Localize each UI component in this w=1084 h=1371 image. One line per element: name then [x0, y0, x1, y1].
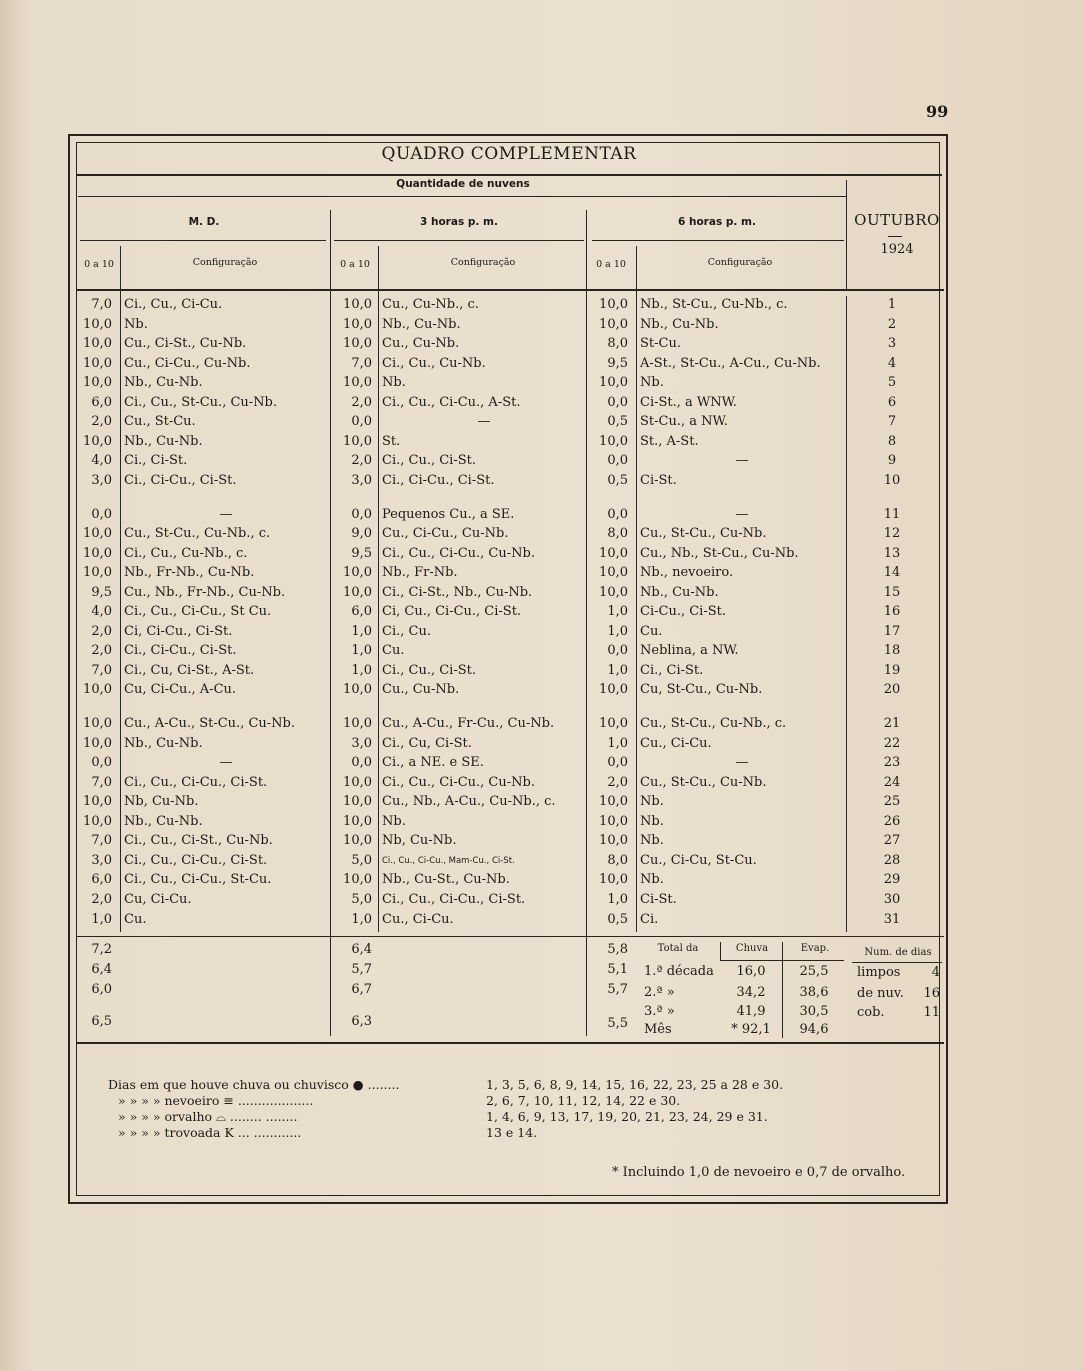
period-label: Mês: [644, 1022, 672, 1037]
md-value: 4,0: [91, 604, 112, 620]
h6-value: 10,0: [599, 794, 628, 810]
md-config: Nb., Cu-Nb.: [124, 813, 203, 829]
md-config: Nb., Cu-Nb.: [124, 433, 203, 449]
h6-config: Ci-Cu., Ci-St.: [640, 604, 726, 620]
h6-value: 0,5: [607, 911, 628, 927]
evap-value: 30,5: [799, 1004, 829, 1019]
h6-config: Nb.: [640, 813, 664, 829]
h3-value: 2,0: [351, 453, 372, 469]
md-value: 7,0: [91, 297, 112, 312]
dias-count: 16: [923, 986, 940, 1001]
chuva-label: Chuva: [735, 943, 769, 954]
h3-value: 10,0: [343, 565, 372, 581]
h6-value: 10,0: [599, 316, 628, 332]
h6-config: Ci-St.: [640, 891, 677, 907]
h6-value: 8,0: [607, 852, 628, 868]
h6-value: 1,0: [607, 662, 628, 678]
day-number: 25: [883, 794, 901, 810]
h6-config: Ci., Ci-St.: [640, 662, 704, 678]
md-config: Nb., Cu-Nb.: [124, 375, 203, 391]
h6-config: St-Cu., a NW.: [640, 414, 728, 430]
h6-value: 8,0: [607, 526, 628, 542]
md-config: Ci, Ci-Cu., Ci-St.: [124, 623, 233, 639]
h3-config: Ci., Cu., Ci-Cu., Cu-Nb.: [382, 545, 535, 561]
h3-config: Ci., Ci-Cu., Ci-St.: [382, 472, 495, 488]
h3-config: Ci., Cu., Cu-Nb.: [382, 355, 486, 371]
h6-config: Cu., Nb., St-Cu., Cu-Nb.: [640, 545, 799, 561]
day-number: 15: [883, 584, 901, 600]
day-number: 22: [883, 735, 901, 751]
h6-config: Cu., St-Cu., Cu-Nb., c.: [640, 716, 787, 731]
h3-value: 0,0: [351, 506, 372, 522]
h3-config: Ci., a NE. e SE.: [382, 755, 484, 771]
md-config: Ci., Cu., Ci-Cu.: [124, 297, 223, 312]
h3-config: Nb., Fr-Nb.: [382, 565, 458, 581]
evap-value: 38,6: [799, 985, 829, 1000]
h6-value: 0,5: [607, 414, 628, 430]
md-value: 10,0: [83, 813, 112, 829]
dias-type: limpos: [857, 965, 901, 980]
md-config: —: [219, 755, 233, 771]
h6-header: 6 horas p. m.: [678, 216, 756, 228]
md-value: 7,0: [91, 833, 112, 849]
md-config: Cu., Ci-Cu., Cu-Nb.: [124, 355, 251, 371]
h3-header: 3 horas p. m.: [420, 216, 498, 228]
h3-value: 10,0: [343, 813, 372, 829]
h6-value: 1,0: [607, 604, 628, 620]
day-number: 30: [883, 891, 901, 907]
md-config: Ci., Ci-Cu., Ci-St.: [124, 643, 237, 659]
chuva-value: 34,2: [736, 985, 766, 1000]
h3-value: 9,5: [351, 545, 372, 561]
md-config: Ci., Cu., Ci-Cu., Ci-St.: [124, 852, 268, 868]
h3-config: Pequenos Cu., a SE.: [382, 506, 515, 522]
h6-config: Cu., Ci-Cu.: [640, 735, 712, 751]
md-config: Ci., Cu., Ci-Cu., Ci-St.: [124, 774, 268, 790]
h3-config: Ci., Ci-St., Nb., Cu-Nb.: [382, 584, 533, 600]
md-config: Cu., Ci-St., Cu-Nb.: [124, 336, 247, 352]
h6-value: 1,0: [607, 623, 628, 639]
h6-config: Nb.: [640, 794, 664, 810]
h3-config: Cu., A-Cu., Fr-Cu., Cu-Nb.: [382, 716, 555, 731]
day-number: 23: [883, 755, 901, 771]
h3-config: Ci., Cu., Ci-Cu., Cu-Nb.: [382, 774, 535, 790]
md-value: 2,0: [91, 414, 112, 430]
period-label: 1.ª década: [644, 964, 714, 979]
day-number: 1: [887, 297, 897, 312]
h3-value: 10,0: [343, 584, 372, 600]
dias-type: cob.: [857, 1005, 885, 1020]
chuva-value: 16,0: [736, 964, 766, 979]
md-value: 10,0: [83, 336, 112, 352]
day-number: 24: [883, 774, 901, 790]
md-value: 6,0: [91, 872, 112, 888]
footer-label: » » » » orvalho ⌓ ........ ........: [118, 1109, 298, 1124]
h3-config: Ci, Cu., Ci-Cu., Ci-St.: [382, 604, 522, 620]
md-config: Ci., Cu., Cu-Nb., c.: [124, 545, 248, 561]
day-number: 31: [883, 911, 901, 927]
md-config: Cu, Ci-Cu.: [124, 891, 192, 907]
day-number: 10: [883, 472, 901, 488]
day-number: 29: [883, 872, 901, 888]
h3-config: Ci., Cu., Ci-St.: [382, 453, 476, 469]
h3-config: Cu.: [382, 643, 405, 659]
md-config: Ci., Cu., Ci-Cu., St-Cu.: [124, 872, 272, 888]
h3-average: 6,4: [351, 942, 372, 957]
md-config: Cu.: [124, 911, 147, 927]
h6-average: 5,5: [607, 1016, 628, 1031]
day-number: 7: [887, 414, 897, 430]
day-number: 6: [887, 394, 897, 410]
h3-config: Nb., Cu-Nb.: [382, 316, 461, 332]
md-value: 1,0: [91, 911, 112, 927]
day-number: 2: [887, 316, 897, 332]
h3-value: 10,0: [343, 336, 372, 352]
h3-value: 10,0: [343, 375, 372, 391]
md-value: 10,0: [83, 716, 112, 731]
h3-value: 0,0: [351, 755, 372, 771]
h3-config: Nb.: [382, 813, 406, 829]
h6-config: Ci-St.: [640, 472, 677, 488]
h6-value: 10,0: [599, 682, 628, 698]
h3-value: 1,0: [351, 643, 372, 659]
footer-value: 13 e 14.: [486, 1125, 538, 1140]
dias-type: de nuv.: [857, 986, 904, 1001]
md-config: Ci., Cu., St-Cu., Cu-Nb.: [124, 394, 277, 410]
md-config: Cu., St-Cu., Cu-Nb., c.: [124, 526, 271, 542]
h6-value: 10,0: [599, 565, 628, 581]
h6-value: 0,0: [607, 755, 628, 771]
month-label: OUTUBRO: [854, 211, 940, 229]
h3-config: Nb., Cu-St., Cu-Nb.: [382, 872, 510, 888]
h3-value: 10,0: [343, 794, 372, 810]
group-header: Quantidade de nuvens: [396, 178, 530, 190]
h3-value: 10,0: [343, 316, 372, 332]
md-scale-header: 0 a 10: [84, 259, 114, 270]
h6-value: 0,0: [607, 643, 628, 659]
year-label: 1924: [880, 242, 914, 257]
page-title: QUADRO COMPLEMENTAR: [76, 140, 942, 176]
md-value: 10,0: [83, 794, 112, 810]
md-config: Cu., A-Cu., St-Cu., Cu-Nb.: [124, 716, 295, 731]
h6-config: Cu., St-Cu., Cu-Nb.: [640, 774, 767, 790]
h3-value: 2,0: [351, 394, 372, 410]
h3-value: 10,0: [343, 833, 372, 849]
h3-value: 3,0: [351, 735, 372, 751]
h6-value: 10,0: [599, 813, 628, 829]
h6-config: Cu.: [640, 623, 663, 639]
h6-config: Nb., Cu-Nb.: [640, 584, 719, 600]
dias-count: 11: [923, 1005, 940, 1020]
h6-value: 0,5: [607, 472, 628, 488]
md-value: 2,0: [91, 891, 112, 907]
h6-value: 10,0: [599, 872, 628, 888]
md-value: 7,0: [91, 774, 112, 790]
dias-count: 4: [931, 965, 940, 980]
h3-value: 5,0: [351, 891, 372, 907]
footer-label: » » » » nevoeiro ≡ ...................: [118, 1093, 314, 1108]
h3-value: 10,0: [343, 872, 372, 888]
md-config: Nb.: [124, 316, 148, 332]
h6-value: 9,5: [607, 355, 628, 371]
md-value: 9,5: [91, 584, 112, 600]
footnote: * Incluindo 1,0 de nevoeiro e 0,7 de orvalho.: [612, 1165, 906, 1180]
h3-value: 1,0: [351, 911, 372, 927]
day-number: 12: [883, 526, 901, 542]
h3-config: Ci., Cu., Ci-Cu., A-St.: [382, 394, 521, 410]
md-average: 6,4: [91, 962, 112, 977]
h3-value: 5,0: [351, 852, 372, 868]
h6-value: 10,0: [599, 584, 628, 600]
h3-config: Cu., Ci-Cu., Cu-Nb.: [382, 526, 509, 542]
md-value: 10,0: [83, 545, 112, 561]
h6-config: —: [735, 506, 749, 522]
h6-value: 8,0: [607, 336, 628, 352]
md-config: Ci., Ci-St.: [124, 453, 188, 469]
h3-config: Ci., Cu., Ci-St.: [382, 662, 476, 678]
h3-config: Ci., Cu., Ci-Cu., Ci-St.: [382, 891, 526, 907]
h3-config: Nb.: [382, 375, 406, 391]
h6-average: 5,7: [607, 982, 628, 997]
h3-value: 3,0: [351, 472, 372, 488]
h6-average: 5,8: [607, 942, 628, 957]
day-number: 17: [883, 623, 901, 639]
h3-config: Ci., Cu.: [382, 623, 431, 639]
h6-value: 10,0: [599, 433, 628, 449]
day-number: 27: [883, 833, 901, 849]
md-header: M. D.: [188, 216, 220, 228]
h6-config: St., A-St.: [640, 433, 699, 449]
day-number: 19: [883, 662, 901, 678]
h6-value: 10,0: [599, 833, 628, 849]
h3-config: Cu., Cu-Nb.: [382, 336, 460, 352]
dias-label: Num. de dias: [864, 947, 932, 958]
h6-value: 1,0: [607, 891, 628, 907]
h3-value: 7,0: [351, 355, 372, 371]
h6-value: 10,0: [599, 545, 628, 561]
h6-config: —: [735, 453, 749, 469]
day-number: 26: [883, 813, 901, 829]
h3-config: Cu., Cu-Nb., c.: [382, 297, 479, 312]
md-config: Nb., Fr-Nb., Cu-Nb.: [124, 565, 255, 581]
day-number: 13: [883, 545, 901, 561]
md-value: 0,0: [91, 506, 112, 522]
evap-value: 25,5: [799, 964, 829, 979]
md-value: 7,0: [91, 662, 112, 678]
h3-value: 6,0: [351, 604, 372, 620]
h3-value: 10,0: [343, 297, 372, 312]
md-config-header: Configuração: [192, 257, 258, 268]
h3-value: 9,0: [351, 526, 372, 542]
day-number: 8: [887, 433, 897, 449]
footer-label: » » » » trovoada K ... ............: [118, 1125, 302, 1140]
day-number: 5: [887, 375, 897, 391]
md-value: 2,0: [91, 623, 112, 639]
footer-label: Dias em que houve chuva ou chuvisco ● ........: [108, 1077, 400, 1092]
h6-config: Ci-St., a WNW.: [640, 394, 737, 410]
total-label: Total da: [657, 943, 699, 954]
h3-value: 1,0: [351, 662, 372, 678]
h3-config: Ci., Cu, Ci-St.: [382, 735, 472, 751]
md-average: 6,0: [91, 982, 112, 997]
md-config: —: [219, 506, 233, 522]
md-value: 0,0: [91, 755, 112, 771]
day-number: 16: [883, 604, 901, 620]
md-value: 2,0: [91, 643, 112, 659]
h3-value: 1,0: [351, 623, 372, 639]
h6-config: Ci.: [640, 911, 659, 927]
h3-config: Ci., Cu., Ci-Cu., Mam-Cu., Ci-St.: [382, 855, 515, 866]
h6-value: 10,0: [599, 716, 628, 731]
h6-config: —: [735, 755, 749, 771]
md-config: Ci., Cu., Ci-St., Cu-Nb.: [124, 833, 273, 849]
period-label: 2.ª »: [644, 985, 675, 1000]
day-number: 20: [883, 682, 901, 698]
h6-config: Nb.: [640, 833, 664, 849]
h6-value: 0,0: [607, 394, 628, 410]
h3-config: Cu., Cu-Nb.: [382, 682, 460, 698]
h6-value: 0,0: [607, 453, 628, 469]
md-config: Ci., Cu., Ci-Cu., St Cu.: [124, 604, 272, 620]
h6-config: Nb., St-Cu., Cu-Nb., c.: [640, 297, 788, 312]
day-number: 9: [887, 453, 897, 469]
h6-config: Nb.: [640, 872, 664, 888]
md-config: Cu, Ci-Cu., A-Cu.: [124, 682, 237, 698]
footer-value: 2, 6, 7, 10, 11, 12, 14, 22 e 30.: [486, 1093, 681, 1108]
md-config: Nb., Cu-Nb.: [124, 735, 203, 751]
h3-average: 5,7: [351, 962, 372, 977]
h6-config: Cu., Ci-Cu, St-Cu.: [640, 852, 757, 868]
h6-average: 5,1: [607, 962, 628, 977]
h6-value: 10,0: [599, 375, 628, 391]
md-value: 3,0: [91, 472, 112, 488]
h6-scale-header: 0 a 10: [596, 259, 626, 270]
md-value: 10,0: [83, 526, 112, 542]
h3-average: 6,7: [351, 982, 372, 997]
footer-value: 1, 4, 6, 9, 13, 17, 19, 20, 21, 23, 24, 29 e 31.: [486, 1109, 768, 1124]
day-number: 11: [883, 506, 901, 522]
day-number: 18: [883, 643, 901, 659]
md-value: 10,0: [83, 565, 112, 581]
md-value: 6,0: [91, 394, 112, 410]
h3-config: —: [477, 414, 491, 430]
h3-average: 6,3: [351, 1014, 372, 1029]
h6-config: Nb., Cu-Nb.: [640, 316, 719, 332]
md-value: 10,0: [83, 375, 112, 391]
h3-config: Nb, Cu-Nb.: [382, 833, 457, 849]
day-number: 3: [887, 336, 897, 352]
h3-value: 10,0: [343, 433, 372, 449]
h3-value: 10,0: [343, 682, 372, 698]
md-config: Cu., St-Cu.: [124, 414, 196, 430]
h6-config: A-St., St-Cu., A-Cu., Cu-Nb.: [640, 355, 821, 371]
md-value: 10,0: [83, 735, 112, 751]
h6-value: 0,0: [607, 506, 628, 522]
day-number: 21: [883, 716, 901, 731]
h6-config: Cu, St-Cu., Cu-Nb.: [640, 682, 763, 698]
md-value: 10,0: [83, 355, 112, 371]
h3-config: St.: [382, 433, 401, 449]
day-number: 4: [887, 355, 897, 371]
h3-config-header: Configuração: [450, 257, 516, 268]
period-label: 3.ª »: [644, 1004, 675, 1019]
h3-value: 10,0: [343, 716, 372, 731]
h6-config: Neblina, a NW.: [640, 643, 739, 659]
md-value: 3,0: [91, 852, 112, 868]
h6-config-header: Configuração: [707, 257, 773, 268]
chuva-value: 41,9: [736, 1004, 766, 1019]
h3-config: Cu., Ci-Cu.: [382, 911, 454, 927]
md-value: 10,0: [83, 682, 112, 698]
evap-value: 94,6: [799, 1022, 829, 1037]
h6-value: 2,0: [607, 774, 628, 790]
evap-label: Evap.: [800, 943, 830, 954]
md-config: Cu., Nb., Fr-Nb., Cu-Nb.: [124, 584, 286, 600]
h6-value: 1,0: [607, 735, 628, 751]
h3-config: Cu., Nb., A-Cu., Cu-Nb., c.: [382, 794, 556, 810]
md-config: Ci., Cu, Ci-St., A-St.: [124, 662, 255, 678]
md-value: 4,0: [91, 453, 112, 469]
md-value: 10,0: [83, 316, 112, 332]
md-average: 7,2: [91, 942, 112, 957]
h6-config: Nb.: [640, 375, 664, 391]
md-average: 6,5: [91, 1014, 112, 1029]
chuva-value: * 92,1: [731, 1022, 771, 1037]
h3-value: 0,0: [351, 414, 372, 430]
h3-value: 10,0: [343, 774, 372, 790]
md-config: Ci., Ci-Cu., Ci-St.: [124, 472, 237, 488]
footer-value: 1, 3, 5, 6, 8, 9, 14, 15, 16, 22, 23, 25 a 28 e 30.: [486, 1077, 784, 1092]
md-value: 10,0: [83, 433, 112, 449]
page-number: 99: [926, 102, 949, 121]
day-number: 28: [883, 852, 901, 868]
md-config: Nb, Cu-Nb.: [124, 794, 199, 810]
h6-config: St-Cu.: [640, 336, 681, 352]
h6-config: Cu., St-Cu., Cu-Nb.: [640, 526, 767, 542]
day-number: 14: [883, 565, 901, 581]
h6-config: Nb., nevoeiro.: [640, 565, 734, 581]
h3-scale-header: 0 a 10: [340, 259, 370, 270]
h6-value: 10,0: [599, 297, 628, 312]
